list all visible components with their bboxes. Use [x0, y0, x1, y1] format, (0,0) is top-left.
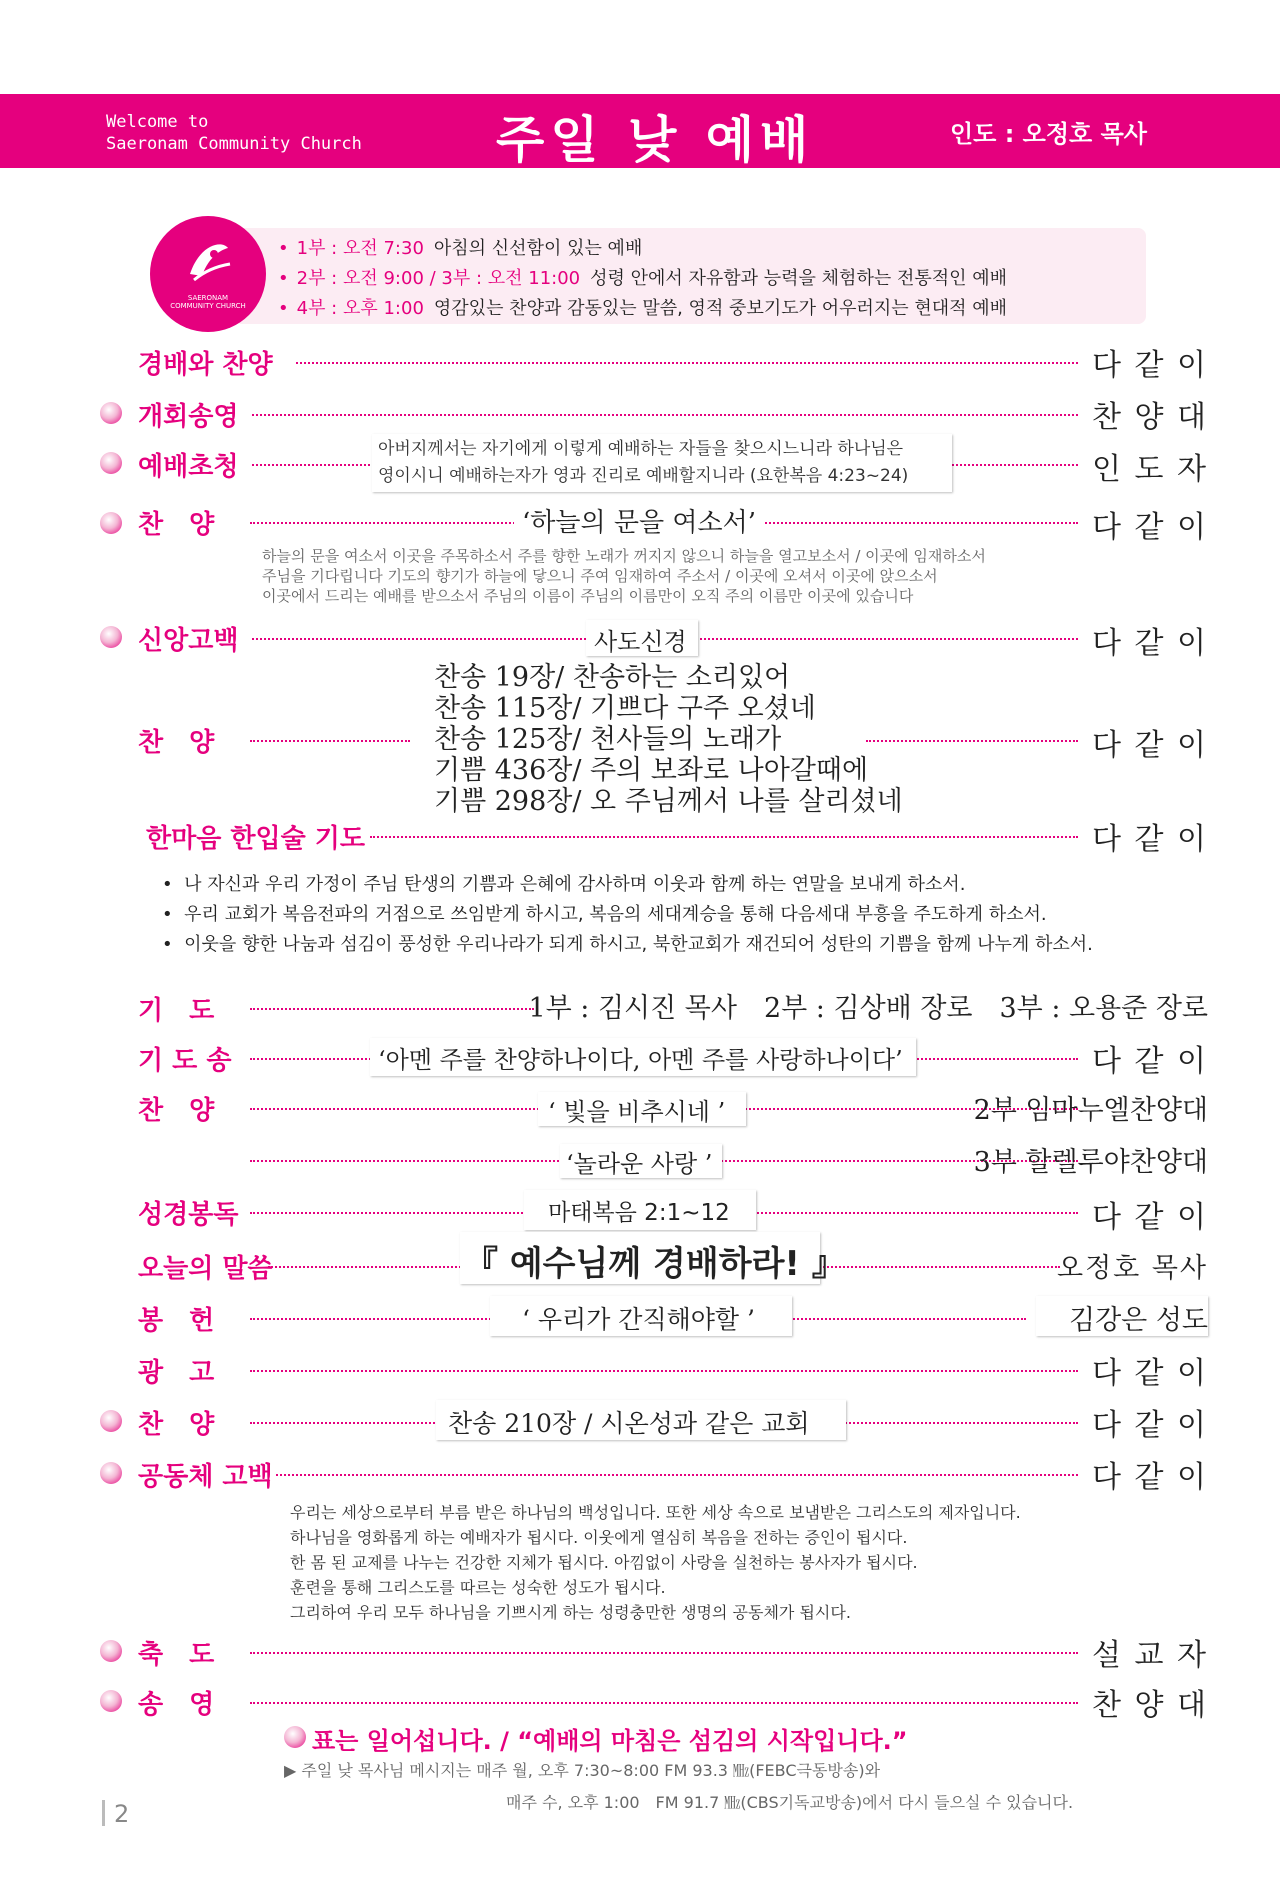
row-label-sermon: 오늘의 말씀	[138, 1254, 273, 1284]
row-value-creed: 다 같 이	[1091, 626, 1208, 661]
header-bar	[0, 94, 1280, 168]
list-item: 기쁨 298장/ 오 주님께서 나를 살리셨네	[434, 786, 903, 817]
prayer-item: • 이웃을 향한 나눔과 섬김이 풍성한 우리나라가 되게 하시고, 북한교회가 재건되어 성탄의 기쁨을 함께 나누게 하소서.	[162, 934, 1093, 955]
invocation-verse: 아버지께서는 자기에게 이렇게 예배하는 자들을 찾으시느니라 하나님은 영이시니 예배하는자가 영과 진리로 예배할지니라 (요한복음 4:23~24)	[378, 439, 909, 486]
page-title: 주일 낮 예배	[496, 111, 815, 169]
welcome-line1: Welcome to	[106, 112, 209, 132]
welcome-text	[106, 111, 362, 155]
row-label-blessing: 축 도	[138, 1640, 215, 1670]
community-confession: 우리는 세상으로부터 부름 받은 하나님의 백성입니다. 또한 세상 속으로 보냄받은 그리스도의 제자입니다. 하나님을 영화롭게 하는 예배자가 됩시다. 이웃에게 열심히 복음을 전하는 증인이 됩시다. 한 몸 된 교제를 나누는 건강한 지체가 됩시다. 아낌없이 사랑을 실천하는 봉사자가 됩시다. 훈련을 통해 그리스도를 따르는 성숙한 성도가 됩시다. 그리하여 우리 모두 하나님을 기쁘시게 하는 성령충만한 생명의 공동체가 됩시다.	[290, 1503, 1021, 1622]
leader-info: 인도 : 오정호 목사	[950, 120, 1147, 148]
bulb-icon	[100, 512, 122, 534]
bulb-icon	[100, 1462, 122, 1484]
row-value-opening: 찬 양 대	[1091, 400, 1208, 435]
row-label-offering: 봉 헌	[138, 1306, 215, 1336]
prayer-song-title: ‘아멘 주를 찬양하나이다, 아멘 주를 사랑하나이다’	[378, 1046, 903, 1074]
anthem-song2: ‘놀라운 사랑 ’	[566, 1150, 713, 1178]
broadcast-note-2: 매주 수, 오후 1:00 FM 91.7 ㎒(CBS기독교방송)에서 다시 들으실 수 있습니다.	[506, 1793, 1074, 1812]
prayer-item: • 우리 교회가 복음전파의 거점으로 쓰임받게 하시고, 복음의 세대계승을 통해 다음세대 부흥을 주도하게 하소서.	[162, 904, 1047, 925]
dotted-leader	[276, 1474, 1078, 1476]
schedule-item: • 4부 : 오후 1:00 영감있는 찬양과 감동있는 말씀, 영적 중보기도가 어우러지는 현대적 예배	[278, 298, 1008, 319]
row-value-scripture: 다 같 이	[1091, 1200, 1208, 1235]
row-label-opening: 개회송영	[138, 402, 239, 432]
page-bar	[102, 1800, 105, 1826]
row-label-anthem: 찬 양	[138, 1096, 215, 1126]
row-value-anthem2: 3부 할렐루야찬양대	[973, 1147, 1208, 1178]
row-label-prayer: 기 도	[138, 996, 215, 1026]
row-value-community: 다 같 이	[1091, 1460, 1208, 1495]
row-value-invocation: 인 도 자	[1091, 452, 1208, 487]
praise1-lyrics: 하늘의 문을 여소서 이곳을 주목하소서 주를 향한 노래가 꺼지지 않으니 하늘을 열고보소서 / 이곳에 임재하소서 주님을 기다립니다 기도의 향기가 하늘에 닿으니 주여 임재하여 주소서 / 이곳에 오셔서 이곳에 앉으소서 이곳에서 드리는 예배를 받으소서 주님의 이름이 주님의 이름만이 오직 주의 이름만 이곳에 있습니다	[262, 547, 986, 605]
row-value-offering: 김강은 성도	[1069, 1305, 1208, 1336]
row-value-unison: 다 같 이	[1091, 822, 1208, 857]
row-value-announce: 다 같 이	[1091, 1356, 1208, 1391]
praise1-song-title: ‘하늘의 문을 여소서’	[514, 502, 764, 539]
bulb-icon	[100, 452, 122, 474]
broadcast-note-1: ▶ 주일 낮 목사님 메시지는 매주 월, 오후 7:30~8:00 FM 93.3 ㎒(FEBC극동방송)와	[284, 1761, 881, 1780]
page-number: 2	[114, 1800, 130, 1828]
dotted-leader	[252, 414, 1078, 416]
row-label-invocation: 예배초청	[138, 452, 239, 482]
schedule-item: • 2부 : 오전 9:00 / 3부 : 오전 11:00 성령 안에서 자유함과 능력을 체험하는 전통적인 예배	[278, 268, 1007, 289]
hymn-list	[434, 662, 903, 817]
dotted-leader	[250, 1702, 1078, 1704]
bulb-icon	[100, 626, 122, 648]
row-value-blessing: 설 교 자	[1091, 1638, 1208, 1673]
row-label-doxology: 송 영	[138, 1690, 215, 1720]
row-label-community: 공동체 고백	[138, 1462, 273, 1492]
dotted-leader	[250, 740, 410, 742]
praise3-song: 찬송 210장 / 시온성과 같은 교회	[448, 1409, 810, 1438]
row-value-praise2: 다 같 이	[1091, 728, 1208, 763]
scripture-ref: 마태복음 2:1~12	[548, 1200, 730, 1226]
welcome-line2: Saeronam Community Church	[106, 134, 362, 154]
row-label-praise3: 찬 양	[138, 1410, 215, 1440]
offering-song: ‘ 우리가 간직해야할 ’	[522, 1305, 755, 1334]
bulb-icon	[100, 1690, 122, 1712]
row-label-scripture: 성경봉독	[138, 1200, 239, 1230]
row-label-creed: 신앙고백	[138, 626, 239, 656]
row-label-prayer-song: 기 도 송	[138, 1046, 232, 1076]
row-value-praise3: 다 같 이	[1091, 1408, 1208, 1443]
schedule-item: • 1부 : 오전 7:30 아침의 신선함이 있는 예배	[278, 238, 643, 259]
row-label-worship: 경배와 찬양	[138, 350, 273, 380]
dotted-leader	[296, 362, 1078, 364]
dotted-leader	[370, 836, 1078, 838]
prayer-item: • 나 자신과 우리 가정이 주님 탄생의 기쁨과 은혜에 감사하며 이웃과 함께 하는 연말을 보내게 하소서.	[162, 874, 966, 895]
row-value-praise1: 다 같 이	[1091, 510, 1208, 545]
dotted-leader	[250, 1370, 1078, 1372]
bulb-icon	[100, 402, 122, 424]
anthem-song1: ‘ 빛을 비추시네 ’	[548, 1098, 726, 1126]
row-value-worship: 다 같 이	[1091, 348, 1208, 383]
row-value-sermon: 오정호 목사	[1057, 1253, 1208, 1284]
row-value-anthem1: 2부 임마누엘찬양대	[973, 1095, 1208, 1126]
bulb-icon	[100, 1410, 122, 1432]
church-logo-icon	[150, 216, 266, 332]
row-label-praise1: 찬 양	[138, 510, 215, 540]
list-item: 찬송 115장/ 기쁘다 구주 오셨네	[434, 693, 816, 724]
row-value-doxology: 찬 양 대	[1091, 1688, 1208, 1723]
bulb-icon	[100, 1640, 122, 1662]
dotted-leader	[250, 1652, 1078, 1654]
sermon-title: 『 예수님께 경배하라! 』	[464, 1244, 846, 1284]
row-label-unison: 한마음 한입술 기도	[146, 824, 366, 854]
row-label-announce: 광 고	[138, 1358, 215, 1388]
creed-title: 사도신경	[594, 628, 687, 656]
dotted-leader	[250, 1008, 534, 1010]
stand-note: 표는 일어섭니다. / “예배의 마침은 섬김의 시작입니다.”	[312, 1727, 908, 1755]
list-item: 찬송 125장/ 천사들의 노래가	[434, 724, 782, 755]
row-label-praise2: 찬 양	[138, 728, 215, 758]
list-item: 찬송 19장/ 찬송하는 소리있어	[434, 662, 791, 693]
bulb-icon	[284, 1726, 306, 1748]
logo-text: SAERONAM COMMUNITY CHURCH	[170, 294, 246, 310]
list-item: 기쁨 436장/ 주의 보좌로 나아갈때에	[434, 755, 869, 786]
row-value-prayer-song: 다 같 이	[1091, 1044, 1208, 1079]
row-value-prayer: 1부 : 김시진 목사 2부 : 김상배 장로 3부 : 오용준 장로	[528, 993, 1208, 1024]
